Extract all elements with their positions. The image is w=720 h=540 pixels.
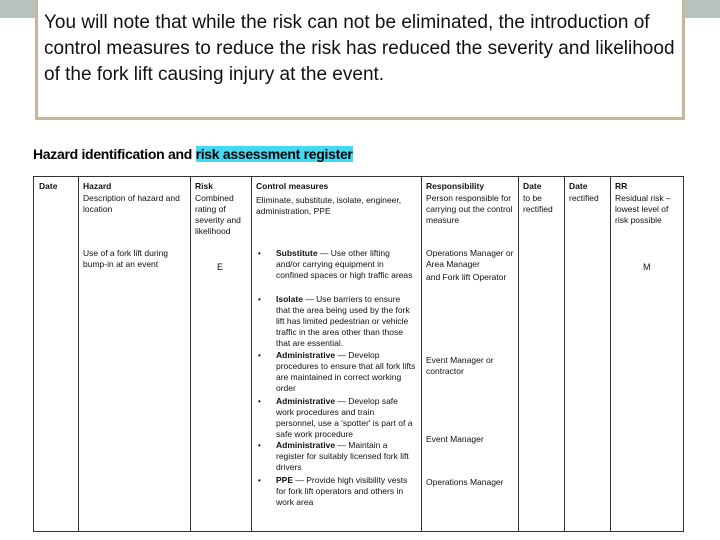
header-control-measures: Control measures bbox=[256, 181, 329, 191]
desc-responsibility: Person responsible for carrying out the control measure bbox=[426, 193, 513, 225]
responsibility-item: and Fork lift Operator bbox=[426, 272, 507, 282]
hazard-cell: Use of a fork lift during bump-in at an event bbox=[83, 248, 169, 269]
corner-decoration-left bbox=[0, 0, 36, 18]
control-measure-item: PPE — Provide high visibility vests for fork lift operators and others in work area bbox=[276, 475, 408, 507]
control-measure-item: Administrative — Maintain a register for suitably licensed fork lift drivers bbox=[276, 440, 409, 472]
control-measure-item: Administrative — Develop procedures to ensure that all fork lifts are maintained in correct working order bbox=[276, 350, 416, 393]
bullet-icon: • bbox=[258, 397, 261, 406]
responsibility-item: Event Manager bbox=[426, 434, 484, 444]
responsibility-item: Event Manager or contractor bbox=[426, 355, 494, 376]
register-title bbox=[33, 146, 353, 162]
responsibility-item: Operations Manager bbox=[426, 477, 504, 487]
header-risk: Risk bbox=[195, 181, 213, 191]
header-rr: RR bbox=[615, 181, 628, 191]
control-measure-item: Administrative — Develop safe work procedures and train personnel, use a 'spotter' is part of a safe work procedure bbox=[276, 396, 413, 439]
register-title-plain: Hazard identification and bbox=[33, 146, 196, 162]
header-date: Date bbox=[39, 181, 58, 191]
desc-residual-risk: Residual risk – lowest level of risk possible bbox=[615, 193, 671, 225]
header-responsibility: Responsibility bbox=[426, 181, 485, 191]
residual-risk-rating: M bbox=[643, 262, 651, 272]
risk-rating: E bbox=[217, 262, 224, 272]
risk-register-table bbox=[33, 176, 684, 532]
note-text: You will note that while the risk can not be eliminated, the introduction of control measures to reduce the risk has reduced the severity and likelihood of the fork lift causing injury at the event. bbox=[44, 12, 675, 85]
register-title-highlight: risk assessment register bbox=[195, 146, 353, 162]
bullet-icon: • bbox=[258, 295, 261, 304]
bullet-icon: • bbox=[258, 441, 261, 450]
desc-date-done: rectified bbox=[569, 193, 599, 203]
column-divider bbox=[610, 177, 611, 531]
column-divider bbox=[190, 177, 191, 531]
column-divider bbox=[564, 177, 565, 531]
header-date-done: Date bbox=[569, 181, 588, 191]
column-divider bbox=[251, 177, 252, 531]
bullet-icon: • bbox=[258, 476, 261, 485]
control-measure-item: Substitute — Use other lifting and/or carrying equipment in confined spaces or high traffic areas bbox=[276, 248, 413, 280]
note-box bbox=[35, 0, 685, 120]
desc-control-measures: Eliminate, substitute, isolate, engineer, administration, PPE bbox=[256, 195, 402, 216]
desc-date-due: to be rectified bbox=[523, 193, 553, 214]
desc-risk: Combined rating of severity and likelihood bbox=[195, 193, 241, 236]
header-date-due: Date bbox=[523, 181, 542, 191]
control-measure-item: Isolate — Use barriers to ensure that the area being used by the fork lift has limited pedestrian or vehicle traffic in the area other than those that are essential. bbox=[276, 294, 410, 348]
column-divider bbox=[78, 177, 79, 531]
desc-hazard: Description of hazard and location bbox=[83, 193, 180, 214]
column-divider bbox=[421, 177, 422, 531]
header-hazard: Hazard bbox=[83, 181, 112, 191]
column-divider bbox=[518, 177, 519, 531]
responsibility-item: Operations Manager or Area Manager bbox=[426, 248, 514, 269]
bullet-icon: • bbox=[258, 351, 261, 360]
bullet-icon: • bbox=[258, 249, 261, 258]
corner-decoration-right bbox=[685, 0, 720, 18]
